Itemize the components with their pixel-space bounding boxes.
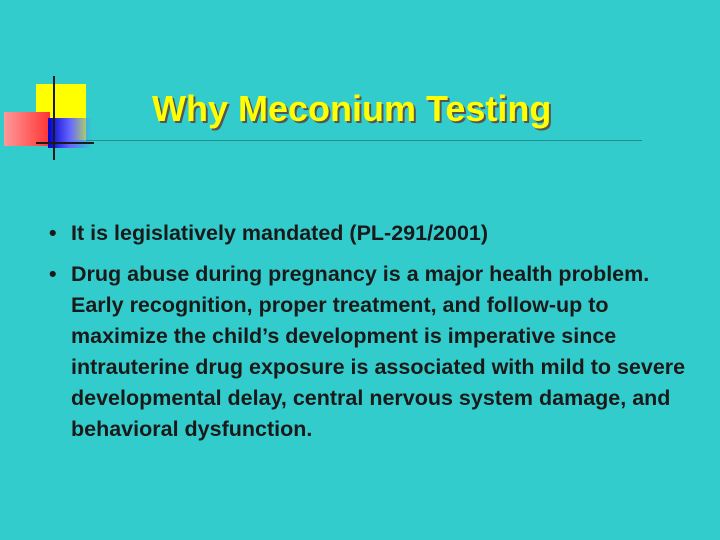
bullet-point-icon: • [49, 262, 57, 286]
logo-vertical-line [53, 76, 55, 160]
logo-red-square [4, 112, 50, 146]
bullet-text: Drug abuse during pregnancy is a major health problem. Early recognition, proper treatment, and follow-up to maximize the child’s development is imperative since intrauterine drug exposure is associated with mild to severe developmental delay, central nervous system damage, and behavioral dysfunction. [71, 262, 686, 441]
title-underline [86, 140, 642, 141]
bullet-item [46, 259, 706, 445]
bullet-item [46, 218, 706, 249]
logo-horizontal-line [36, 142, 94, 144]
bullet-text: It is legislatively mandated (PL-291/2001) [71, 221, 489, 245]
decorative-logo [0, 0, 110, 170]
bullet-point-icon: • [49, 221, 57, 245]
slide-title: Why Meconium Testing [152, 88, 552, 129]
bullet-list [46, 218, 706, 445]
